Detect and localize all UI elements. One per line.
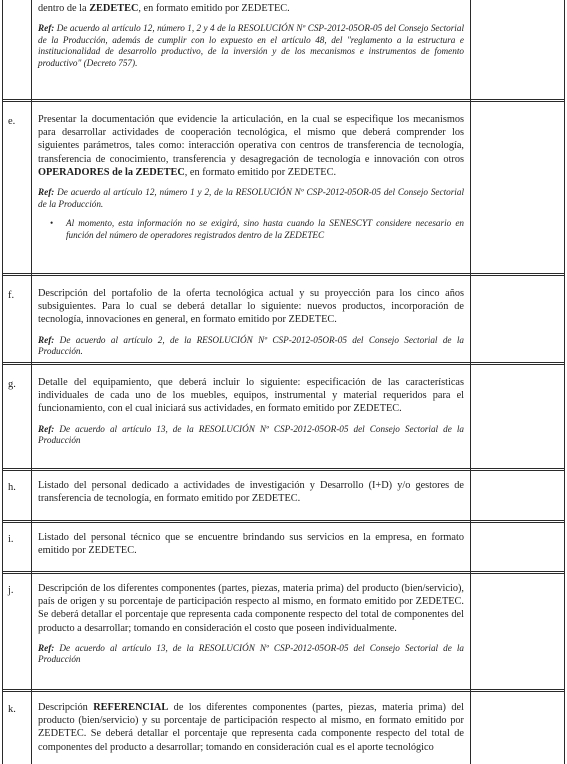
row-divider xyxy=(2,362,565,363)
bullet-icon: • xyxy=(50,218,54,229)
row-letter-k: k. xyxy=(8,704,16,715)
ref-text: De acuerdo al artículo 12, número 1 y 2, de la RESOLUCIÓN Nº CSP-2012-05OR-05 del Consejo Sectorial de la Producción. xyxy=(38,187,464,209)
row-text: Detalle del equipamiento, que deberá incluir lo siguiente: especificación de las características individuales de cada uno de los muebles, equipos, instrumental y material requeridos para el funcionamiento, con el cual iniciará sus actividades, en formato emitido por ZEDETEC. xyxy=(38,377,464,415)
row-letter-i: i. xyxy=(8,534,14,545)
ref-text: De acuerdo al artículo 13, de la RESOLUCIÓN Nº CSP-2012-05OR-05 del Consejo Sectorial de la Producción xyxy=(38,642,464,665)
note-text: Al momento, esta información no se exigirá, sino hasta cuando la SENESCYT considere necesario en función del número de operadores registrados dentro de la ZEDETEC xyxy=(66,218,464,240)
ref-label: Ref: xyxy=(38,423,55,434)
ref-label: Ref: xyxy=(38,642,55,653)
row-divider xyxy=(2,571,565,572)
row-g xyxy=(38,376,464,447)
row-reference xyxy=(38,335,464,358)
row-divider xyxy=(2,99,565,100)
row-letter-f: f. xyxy=(8,290,15,301)
ref-text: De acuerdo al artículo 2, de la RESOLUCIÓN Nº CSP-2012-05OR-05 del Consejo Sectorial de la Producción. xyxy=(38,334,464,357)
row-text-bold: OPERADORES de la ZEDETEC xyxy=(38,166,185,178)
table-border-right xyxy=(564,0,565,764)
row-text-post: de los diferentes componentes (partes, piezas, materia prima) del producto (bien/servicio) y su porcentaje de participación respecto al mismo, en formato emitido por ZEDETEC. Se deberá detallar el porcentaje que representa cada componente respecto del total de componentes del producto a desarrollar; tomando en consideración cual es el aporte tecnológico xyxy=(38,702,464,753)
row-divider xyxy=(2,689,565,690)
row-e xyxy=(38,113,464,241)
row-reference xyxy=(38,23,464,69)
row-text xyxy=(38,2,464,15)
row-divider xyxy=(2,468,565,469)
row-text-post: , en formato emitido por ZEDETEC. xyxy=(184,166,337,178)
row-note xyxy=(50,218,464,241)
row-reference xyxy=(38,424,464,447)
row-j xyxy=(38,582,464,666)
row-letter-g: g. xyxy=(8,379,16,390)
row-k xyxy=(38,701,464,754)
row-continuation xyxy=(38,2,464,70)
row-divider xyxy=(2,273,565,274)
row-f xyxy=(38,287,464,358)
row-text-post: , en formato emitido por ZEDETEC. xyxy=(138,3,290,14)
row-letter-h: h. xyxy=(8,482,16,493)
row-text xyxy=(38,113,464,179)
row-text-bold: ZEDETEC xyxy=(89,3,139,14)
row-divider xyxy=(2,520,565,521)
row-text-pre: Presentar la documentación que evidencie la articulación, en la cual se especifique los mecanismos para desarrollar actividades de cooperación tecnológica, el mismo que deberá comprender los siguientes parámetros, tales como: interacción operativa con centros de transferencia de tecnología, transferencia de conocimiento, transferencia y desagregación de tecnología e innovación con otros xyxy=(38,114,464,165)
row-text: Descripción del portafolio de la oferta tecnológica actual y su proyección para los cinco años subsiguientes. Para lo cual se deberá detallar lo siguiente: nuevos productos, incorporación de tecnología, innovaciones en general, en formato emitido por ZEDETEC. xyxy=(38,288,464,326)
ref-label: Ref: xyxy=(38,334,55,345)
table-border-letter-col xyxy=(31,0,32,764)
ref-label: Ref: xyxy=(38,187,55,198)
row-h xyxy=(38,479,464,505)
row-text-pre: Descripción xyxy=(38,702,94,713)
row-text: Listado del personal técnico que se encuentre brindando sus servicios en la empresa, en formato emitido por ZEDETEC. xyxy=(38,532,464,557)
row-text-bold: REFERENCIAL xyxy=(93,702,169,713)
table-border-left xyxy=(2,0,3,764)
row-text xyxy=(38,701,464,754)
row-reference xyxy=(38,643,464,666)
row-letter-j: j. xyxy=(8,585,14,596)
row-text-pre: dentro de la xyxy=(38,3,90,14)
ref-label: Ref: xyxy=(38,23,55,34)
row-i xyxy=(38,531,464,557)
ref-text: De acuerdo al artículo 13, de la RESOLUCIÓN Nº CSP-2012-05OR-05 del Consejo Sectorial de la Producción xyxy=(38,423,464,446)
row-text: Listado del personal dedicado a actividades de investigación y Desarrollo (I+D) y/o gestores de transferencia de tecnología, en formato emitido por ZEDETEC. xyxy=(38,480,464,505)
row-letter-e: e. xyxy=(8,116,16,127)
row-text: Descripción de los diferentes componentes (partes, piezas, materia prima) del producto (bien/servicio), país de origen y su porcentaje de participación respecto al mismo, en formato emitido por ZEDETEC. Se deberá detallar el porcentaje que representa cada componente respecto del total de componentes del producto a desarrollar; tomando en consideración el costo que poseen individualmente. xyxy=(38,583,464,634)
ref-text: De acuerdo al artículo 12, número 1, 2 y 4 de la RESOLUCIÓN Nº CSP-2012-05OR-05 del Consejo Sectorial de la Producción, además de cumplir con lo expuesto en el artículo 48, del "reglamento a la estructura e institucionalidad de desarrollo productivo, de la inversión y de los mecanismos e instrumentos de fomento productivo" (Decreto 757). xyxy=(38,23,464,68)
table-border-check-col xyxy=(470,0,471,764)
row-reference xyxy=(38,187,464,210)
